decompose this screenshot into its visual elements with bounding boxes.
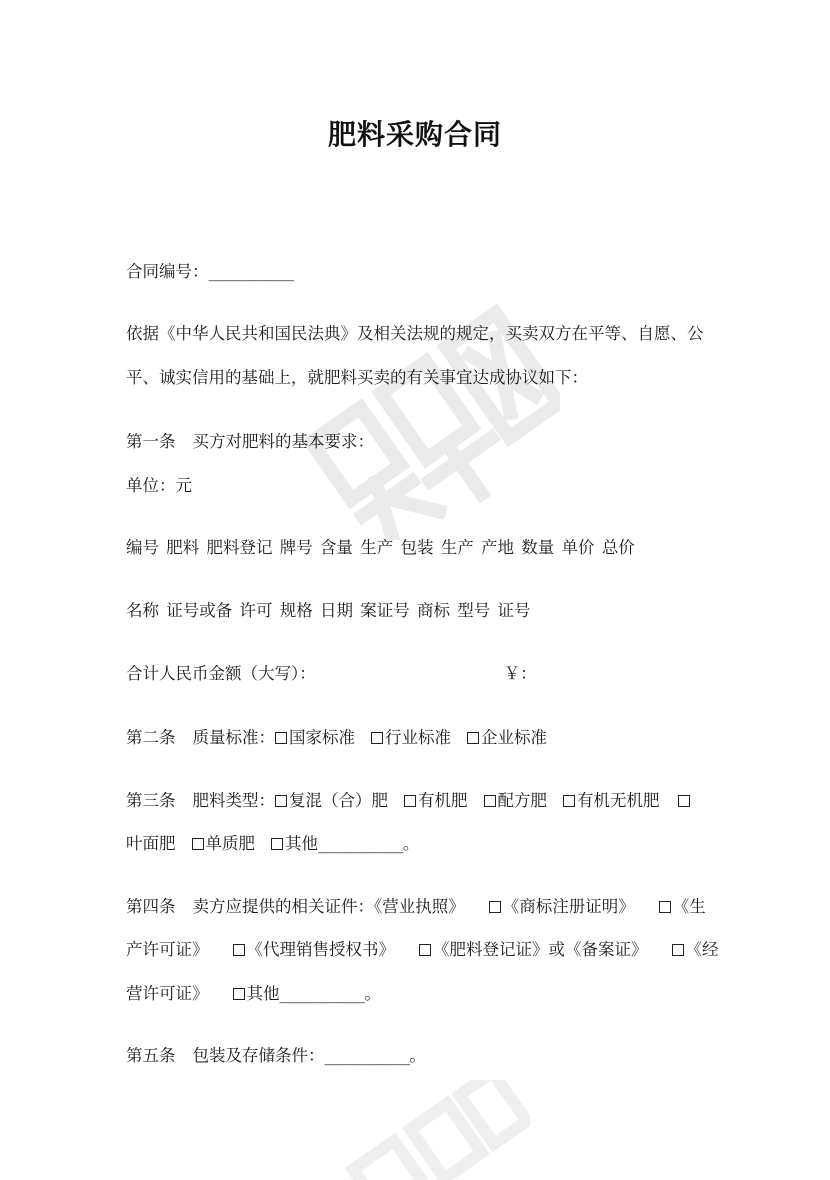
sentence-end: 。 [409,1046,426,1065]
option-label: 《经 [685,940,719,959]
contract-number-blank[interactable]: _________ [208,262,294,281]
article-5-label: 包装及存储条件： [192,1046,325,1065]
option-label: 《生 [672,897,706,916]
option-label: 《肥料登记证》或《备案证》 [433,940,648,959]
option-national-standard[interactable] [275,727,355,749]
article-1-text: 买方对肥料的基本要求： [192,432,374,451]
option-trademark-certificate[interactable] [489,896,635,918]
option-label-continued: 营许可证》 [126,984,209,1003]
table-header-cell: 肥料 [166,538,200,557]
option-label: 单质肥 [205,834,255,853]
option-label: 配方肥 [497,791,547,810]
option-compound-fertilizer[interactable] [275,790,388,812]
option-organic-inorganic-fertilizer[interactable] [563,790,660,812]
checkbox[interactable] [484,795,496,807]
checkbox[interactable] [672,944,684,956]
option-registration-certificate[interactable] [419,939,648,961]
checkbox[interactable] [404,795,416,807]
article-2-number: 第二条 [126,728,176,747]
checkbox[interactable] [192,838,204,850]
total-amount-yen: ￥： [503,664,537,683]
option-label: 其他 [285,834,318,853]
option-business-permit[interactable] [672,939,719,961]
checkbox[interactable] [233,988,245,1000]
table-header-row-1 [126,537,637,559]
other-blank[interactable]: _________ [318,834,403,853]
other-blank[interactable]: _________ [279,984,365,1003]
table-header-row-2 [126,600,533,622]
watermark-logo-bottom [330,1080,530,1180]
article-2 [126,727,547,749]
option-other[interactable] [271,833,318,855]
table-header-cell: 日期 [320,601,353,620]
option-label: 有机无机肥 [577,791,660,810]
option-other[interactable] [233,983,280,1005]
table-header-cell: 生产 [440,538,474,557]
total-amount-label: 合计人民币金额（大写）： [126,664,316,683]
page-title: 肥料采购合同 [327,118,502,151]
intro-line-1: 依据《中华人民共和国民法典》及相关法规的规定，买卖双方在平等、自愿、公 [126,324,704,343]
option-label: 企业标准 [481,728,547,747]
checkbox[interactable] [467,732,479,744]
option-label: 有机肥 [418,791,468,810]
article-4-line-3 [126,983,381,1005]
option-enterprise-standard[interactable] [467,727,547,749]
table-header-cell: 名称 [126,601,159,620]
article-5-number: 第五条 [126,1046,176,1065]
option-organic-fertilizer[interactable] [404,790,468,812]
checkbox[interactable] [371,732,383,744]
table-header-cell: 商标 [417,601,450,620]
checkbox[interactable] [419,944,431,956]
table-header-cell: 含量 [320,538,353,557]
table-header-cell: 规格 [279,601,313,620]
article-4-line-2 [126,939,719,961]
article-3-line-2 [126,833,419,855]
option-label: 行业标准 [385,728,451,747]
sentence-end: 。 [402,834,420,853]
unit-line: 单位：元 [126,476,192,495]
article-4-label: 卖方应提供的相关证件： [192,897,374,916]
option-label: 《商标注册证明》 [502,897,635,916]
article-5 [126,1045,426,1067]
table-header-cell: 单价 [561,538,595,557]
contract-number-label: 合同编号： [126,262,209,281]
total-amount-line [126,663,537,685]
table-header-cell: 许可 [239,601,273,620]
article-5-blank[interactable]: _________ [324,1046,410,1065]
checkbox[interactable] [275,732,287,744]
checkbox[interactable] [678,795,690,807]
checkbox[interactable] [563,795,575,807]
article-3-line-1 [126,790,692,812]
checkbox[interactable] [233,944,245,956]
table-header-cell: 编号 [126,538,159,557]
sentence-end: 。 [364,984,381,1003]
article-2-label: 质量标准： [192,728,275,747]
doc-business-license: 《营业执照》 [374,897,465,916]
table-header-cell: 总价 [601,538,635,557]
table-header-cell: 案证号 [360,601,410,620]
option-industry-standard[interactable] [371,727,451,749]
option-production-license[interactable] [659,896,706,918]
checkbox[interactable] [659,901,671,913]
table-header-cell: 肥料登记 [206,538,273,557]
option-single-fertilizer[interactable] [192,833,256,855]
article-1 [126,431,374,453]
article-4-line-1 [126,896,706,918]
checkbox[interactable] [489,901,501,913]
option-label: 叶面肥 [126,834,176,853]
article-4-number: 第四条 [126,897,176,916]
contract-number-line [126,261,293,283]
table-header-cell: 型号 [457,601,491,620]
option-sales-authorization[interactable] [233,939,396,961]
table-header-cell: 产地 [481,538,514,557]
checkbox[interactable] [275,795,287,807]
table-header-cell: 证号 [497,601,531,620]
table-header-cell: 数量 [521,538,555,557]
article-3-number: 第三条 [126,791,176,810]
article-3-label: 肥料类型： [192,791,275,810]
option-label: 其他 [246,984,280,1003]
intro-line-2: 平、诚实信用的基础上，就肥料买卖的有关事宜达成协议如下： [126,368,588,387]
option-label: 国家标准 [289,728,355,747]
table-header-cell: 包装 [400,538,434,557]
option-foliar-fertilizer[interactable] [126,833,176,855]
checkbox[interactable] [271,838,283,850]
table-header-cell: 牌号 [279,538,313,557]
table-header-cell: 证号或备 [166,601,233,620]
option-label-continued: 产许可证》 [126,940,209,959]
option-label: 复混（合）肥 [289,791,388,810]
article-1-number: 第一条 [126,432,176,451]
option-label: 《代理销售授权书》 [246,940,395,959]
option-formula-fertilizer[interactable] [484,790,548,812]
table-header-cell: 生产 [360,538,394,557]
